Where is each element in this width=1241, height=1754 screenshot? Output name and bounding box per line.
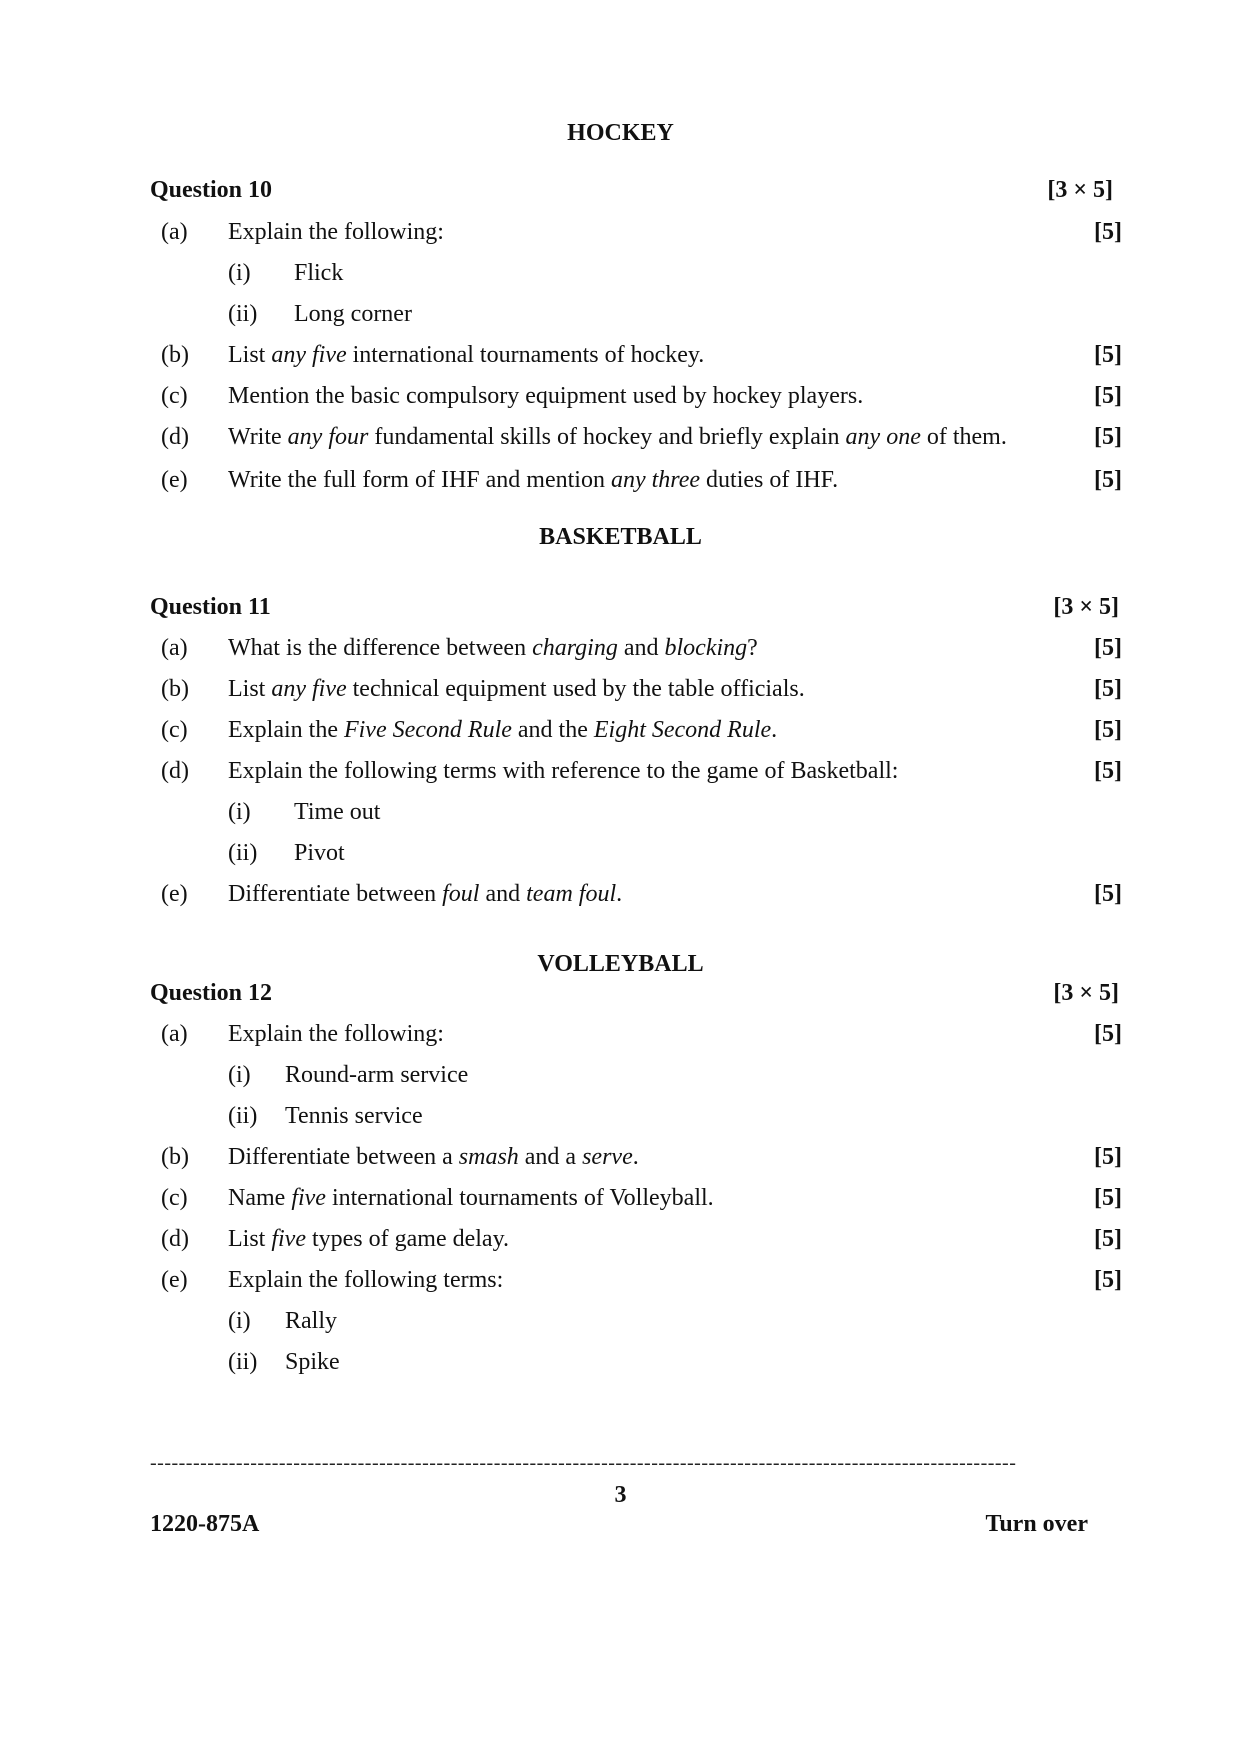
question-10-item-a-sub-ii (0, 301, 1241, 331)
sub-label: (ii) (228, 301, 258, 327)
question-12-item-a-sub-i (0, 1062, 1241, 1092)
question-10-marks: [3 × 5] (1047, 177, 1113, 203)
sub-label: (i) (228, 1062, 251, 1088)
sub-label: (ii) (228, 840, 258, 866)
sub-label: (i) (228, 260, 251, 286)
item-marks: [5] (1094, 467, 1122, 493)
item-label: (c) (161, 717, 188, 743)
question-12-item-e (0, 1267, 1241, 1297)
sub-text: Rally (285, 1308, 337, 1334)
item-marks: [5] (1094, 219, 1122, 245)
question-11-item-d-sub-i (0, 799, 1241, 829)
section-heading-basketball: BASKETBALL (539, 524, 702, 550)
question-11-marks: [3 × 5] (1053, 594, 1119, 620)
sub-text: Flick (294, 260, 344, 286)
item-label: (b) (161, 676, 189, 702)
item-text: List any five international tournaments of hockey. (228, 342, 705, 368)
sub-text: Round-arm service (285, 1062, 469, 1088)
item-text: Write the full form of IHF and mention any three duties of IHF. (228, 467, 839, 493)
item-marks: [5] (1094, 676, 1122, 702)
item-label: (e) (161, 881, 188, 907)
item-marks: [5] (1094, 881, 1122, 907)
sub-label: (ii) (228, 1349, 258, 1375)
question-10-item-c (0, 383, 1241, 413)
question-10-item-b (0, 342, 1241, 372)
item-label: (a) (161, 219, 188, 245)
question-10-item-d (0, 424, 1241, 454)
question-11-item-a (0, 635, 1241, 665)
question-11-item-d-sub-ii (0, 840, 1241, 870)
question-12-item-e-sub-i (0, 1308, 1241, 1338)
item-text: List five types of game delay. (228, 1226, 510, 1252)
question-12-item-a-sub-ii (0, 1103, 1241, 1133)
sub-label: (i) (228, 1308, 251, 1334)
item-text: Explain the following terms: (228, 1267, 504, 1293)
item-label: (b) (161, 1144, 189, 1170)
item-marks: [5] (1094, 1144, 1122, 1170)
item-marks: [5] (1094, 383, 1122, 409)
question-10-item-e (0, 467, 1241, 497)
question-10-item-a-sub-i (0, 260, 1241, 290)
item-marks: [5] (1094, 424, 1122, 450)
sub-text: Pivot (294, 840, 345, 866)
sub-text: Spike (285, 1349, 340, 1375)
item-label: (a) (161, 1021, 188, 1047)
item-text: Mention the basic compulsory equipment used by hockey players. (228, 383, 864, 409)
item-text: Differentiate between a smash and a serve. (228, 1144, 639, 1170)
sub-label: (i) (228, 799, 251, 825)
question-12-item-d (0, 1226, 1241, 1256)
item-text: Write any four fundamental skills of hockey and briefly explain any one of them. (228, 424, 1007, 450)
item-label: (d) (161, 1226, 189, 1252)
item-text: Explain the following: (228, 1021, 444, 1047)
question-12-item-a (0, 1021, 1241, 1051)
item-text: What is the difference between charging and blocking? (228, 635, 758, 661)
item-marks: [5] (1094, 717, 1122, 743)
item-label: (d) (161, 424, 189, 450)
question-12-item-b (0, 1144, 1241, 1174)
question-11-item-c (0, 717, 1241, 747)
item-label: (e) (161, 467, 188, 493)
sub-text: Long corner (294, 301, 412, 327)
item-text: Explain the following: (228, 219, 444, 245)
question-11-item-e (0, 881, 1241, 911)
item-text: Explain the Five Second Rule and the Eight Second Rule. (228, 717, 778, 743)
sub-text: Tennis service (285, 1103, 423, 1129)
item-marks: [5] (1094, 1021, 1122, 1047)
section-heading-hockey: HOCKEY (567, 120, 674, 146)
item-text: List any five technical equipment used by the table officials. (228, 676, 805, 702)
item-label: (a) (161, 635, 188, 661)
item-marks: [5] (1094, 758, 1122, 784)
turn-over-label: Turn over (985, 1511, 1088, 1537)
item-text: Name five international tournaments of Volleyball. (228, 1185, 714, 1211)
question-12-marks: [3 × 5] (1053, 980, 1119, 1006)
sub-label: (ii) (228, 1103, 258, 1129)
item-marks: [5] (1094, 635, 1122, 661)
question-11-item-d (0, 758, 1241, 788)
question-11-title: Question 11 (150, 594, 271, 620)
question-12-item-c (0, 1185, 1241, 1215)
item-label: (c) (161, 383, 188, 409)
page-number: 3 (614, 1482, 627, 1508)
item-marks: [5] (1094, 1185, 1122, 1211)
item-text: Explain the following terms with reference to the game of Basketball: (228, 758, 899, 784)
sub-text: Time out (294, 799, 381, 825)
question-11-item-b (0, 676, 1241, 706)
question-10-item-a (0, 219, 1241, 249)
item-label: (d) (161, 758, 189, 784)
item-label: (b) (161, 342, 189, 368)
question-10-title: Question 10 (150, 177, 273, 203)
item-marks: [5] (1094, 1226, 1122, 1252)
item-label: (c) (161, 1185, 188, 1211)
item-marks: [5] (1094, 342, 1122, 368)
item-label: (e) (161, 1267, 188, 1293)
footer-divider: ------------------------------------------------------------------------------------------------------------------------- (150, 1452, 1017, 1474)
item-marks: [5] (1094, 1267, 1122, 1293)
question-12-title: Question 12 (150, 980, 273, 1006)
paper-code: 1220-875A (150, 1511, 260, 1537)
item-text: Differentiate between foul and team foul. (228, 881, 623, 907)
section-heading-volleyball: VOLLEYBALL (537, 951, 704, 977)
question-12-item-e-sub-ii (0, 1349, 1241, 1379)
